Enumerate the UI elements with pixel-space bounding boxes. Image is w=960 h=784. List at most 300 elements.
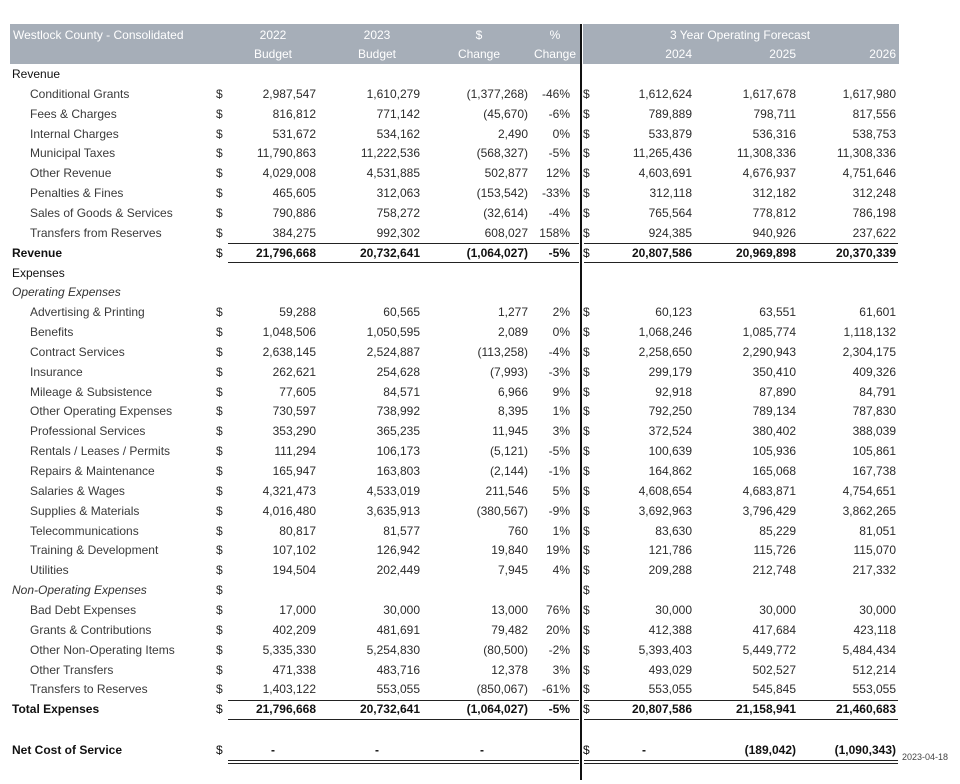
dollar-sign-budget: $ bbox=[216, 464, 223, 478]
cell-2024-forecast: 60,123 bbox=[655, 305, 692, 320]
cell-2022-budget: 816,812 bbox=[272, 106, 316, 121]
dollar-sign-forecast: $ bbox=[583, 583, 590, 598]
table-row bbox=[0, 640, 960, 660]
cell-2026-forecast: 312,248 bbox=[852, 186, 896, 201]
cell-2025-forecast: 502,527 bbox=[752, 662, 796, 677]
cell-2025-forecast: 87,890 bbox=[759, 384, 796, 399]
cell-pct-change: 1% bbox=[552, 523, 570, 538]
dollar-sign-forecast: $ bbox=[583, 186, 590, 201]
cell-pct-change: 3% bbox=[552, 424, 570, 439]
cell-2023-budget: 81,577 bbox=[383, 523, 420, 538]
cell-2024-forecast: 4,603,691 bbox=[638, 166, 692, 181]
cell-2023-budget: 553,055 bbox=[376, 682, 420, 697]
cell-2024-forecast: 92,918 bbox=[655, 384, 692, 399]
table-row bbox=[0, 679, 960, 699]
cell-2025-forecast: 20,969,898 bbox=[735, 245, 796, 260]
dollar-sign-forecast: $ bbox=[583, 245, 590, 260]
dollar-sign-budget: $ bbox=[216, 126, 223, 141]
table-row bbox=[0, 481, 960, 501]
cell-dollar-change: 8,395 bbox=[497, 404, 528, 419]
cell-pct-change: -9% bbox=[548, 503, 570, 518]
net-double-rule-1-forecast bbox=[584, 760, 898, 761]
dollar-sign-budget: $ bbox=[216, 523, 223, 538]
row-label: Transfers from Reserves bbox=[30, 225, 162, 240]
row-label: Expenses bbox=[12, 265, 65, 280]
cell-2024-forecast: 1,612,624 bbox=[638, 86, 692, 101]
dollar-sign-forecast: $ bbox=[583, 166, 590, 181]
cell-2024-forecast: 493,029 bbox=[648, 662, 692, 677]
dollar-sign-forecast: $ bbox=[583, 86, 590, 101]
table-row bbox=[0, 104, 960, 124]
subsection-row bbox=[0, 580, 960, 600]
cell-2024-forecast: 553,055 bbox=[648, 682, 692, 697]
cell-2024-forecast: 20,807,586 bbox=[631, 245, 692, 260]
cell-2023-budget: 4,533,019 bbox=[366, 483, 420, 498]
dollar-sign-forecast: $ bbox=[583, 563, 590, 578]
row-label: Bad Debt Expenses bbox=[30, 602, 137, 617]
cell-2023-budget: 20,732,641 bbox=[359, 702, 420, 717]
cell-2022-budget: 402,209 bbox=[272, 622, 316, 637]
table-row bbox=[0, 322, 960, 342]
cell-2023-budget: 2,524,887 bbox=[366, 344, 420, 359]
table-row bbox=[0, 203, 960, 223]
table-row bbox=[0, 223, 960, 243]
cell-2023-budget: 11,222,536 bbox=[360, 146, 420, 161]
row-label: Training & Development bbox=[30, 543, 159, 558]
dollar-sign-budget: $ bbox=[216, 186, 223, 201]
table-title: Westlock County - Consolidated bbox=[13, 28, 184, 42]
dollar-sign-forecast: $ bbox=[583, 543, 590, 558]
cell-dollar-change: (2,144) bbox=[489, 464, 528, 478]
table-row bbox=[0, 124, 960, 144]
row-label: Other Revenue bbox=[30, 166, 112, 181]
cell-2022-budget: 107,102 bbox=[272, 543, 316, 558]
cell-2026-forecast: 553,055 bbox=[852, 682, 896, 697]
dollar-sign-forecast: $ bbox=[583, 146, 590, 161]
row-label: Grants & Contributions bbox=[30, 622, 152, 637]
cell-pct-change: -61% bbox=[541, 682, 570, 697]
cell-2023-budget: 758,272 bbox=[376, 205, 420, 220]
row-label: Non-Operating Expenses bbox=[12, 583, 147, 598]
cell-2026-forecast: (1,090,343) bbox=[834, 743, 896, 757]
cell-pct-change: -33% bbox=[541, 186, 570, 201]
cell-2023-budget: 992,302 bbox=[376, 225, 420, 240]
dollar-sign-budget: $ bbox=[216, 622, 223, 637]
cell-2026-forecast: 817,556 bbox=[852, 106, 896, 121]
table-row bbox=[0, 421, 960, 441]
cell-2022-budget: 194,504 bbox=[272, 563, 316, 578]
cell-pct-change: 4% bbox=[552, 563, 570, 578]
date-stamp: 2023-04-18 bbox=[902, 752, 949, 762]
cell-pct-change: 9% bbox=[552, 384, 570, 399]
cell-2026-forecast: 5,484,434 bbox=[842, 642, 896, 657]
cell-2022-budget: 77,605 bbox=[279, 384, 316, 399]
dollar-sign-forecast: $ bbox=[583, 444, 590, 459]
cell-pct-change: -5% bbox=[548, 702, 570, 717]
dollar-sign-budget: $ bbox=[216, 305, 223, 320]
cell-2024-forecast: 209,288 bbox=[648, 563, 692, 578]
cell-pct-change: 1% bbox=[552, 404, 570, 419]
cell-2022-budget: 4,321,473 bbox=[262, 483, 316, 498]
dollar-sign-budget: $ bbox=[216, 543, 223, 558]
cell-pct-change: -1% bbox=[548, 464, 570, 478]
col-header-2023-year: 2023 bbox=[363, 28, 391, 42]
expense-total-top-rule-forecast bbox=[584, 700, 898, 701]
cell-2022-budget: 384,275 bbox=[272, 225, 316, 240]
cell-2022-budget: 4,016,480 bbox=[262, 503, 316, 518]
dollar-sign-budget: $ bbox=[216, 364, 223, 379]
cell-2022-budget: 465,605 bbox=[272, 186, 316, 201]
row-label: Sales of Goods & Services bbox=[30, 205, 173, 220]
row-label: Conditional Grants bbox=[30, 86, 130, 101]
cell-2025-forecast: 30,000 bbox=[759, 602, 796, 617]
cell-2022-budget: 165,947 bbox=[272, 464, 316, 478]
dollar-sign-budget: $ bbox=[216, 166, 223, 181]
row-label: Fees & Charges bbox=[30, 106, 117, 121]
dollar-sign-forecast: $ bbox=[583, 305, 590, 320]
dollar-sign-forecast: $ bbox=[583, 344, 590, 359]
cell-dollar-change: 7,945 bbox=[497, 563, 528, 578]
revenue-total-top-rule bbox=[228, 243, 579, 244]
cell-2024-forecast: 412,388 bbox=[648, 622, 692, 637]
cell-2025-forecast: 545,845 bbox=[752, 682, 796, 697]
cell-2023-budget: 60,565 bbox=[383, 305, 420, 320]
total-row bbox=[0, 243, 960, 263]
cell-dollar-change: - bbox=[480, 743, 484, 757]
table-row bbox=[0, 441, 960, 461]
cell-dollar-change: 19,840 bbox=[491, 543, 528, 558]
cell-2022-budget: 2,638,145 bbox=[262, 344, 316, 359]
row-label: Municipal Taxes bbox=[30, 146, 116, 161]
cell-dollar-change: (45,670) bbox=[483, 106, 528, 121]
cell-2025-forecast: 798,711 bbox=[753, 106, 796, 121]
dollar-sign-forecast: $ bbox=[583, 404, 590, 419]
cell-pct-change: 20% bbox=[545, 622, 570, 637]
dollar-sign-forecast: $ bbox=[583, 682, 590, 697]
cell-dollar-change: 211,546 bbox=[485, 483, 528, 498]
cell-2024-forecast: 20,807,586 bbox=[631, 702, 692, 717]
cell-2023-budget: - bbox=[375, 743, 379, 757]
cell-dollar-change: 502,877 bbox=[484, 166, 528, 181]
table-row bbox=[0, 183, 960, 203]
cell-2026-forecast: 30,000 bbox=[859, 602, 896, 617]
cell-2023-budget: 1,610,279 bbox=[366, 86, 420, 101]
cell-2025-forecast: 536,316 bbox=[752, 126, 796, 141]
cell-2026-forecast: 84,791 bbox=[859, 384, 896, 399]
cell-2022-budget: 4,029,008 bbox=[262, 166, 316, 181]
dollar-sign-forecast: $ bbox=[583, 642, 590, 657]
table-row bbox=[0, 560, 960, 580]
cell-dollar-change: (1,377,268) bbox=[466, 86, 528, 101]
col-header-change-symbol: $ bbox=[475, 28, 483, 42]
cell-pct-change: -4% bbox=[548, 344, 570, 359]
cell-2025-forecast: 3,796,429 bbox=[742, 503, 796, 518]
col-header-pct-label: Change bbox=[533, 47, 577, 61]
row-label: Advertising & Printing bbox=[30, 305, 145, 320]
dollar-sign-budget: $ bbox=[216, 404, 223, 419]
dollar-sign-budget: $ bbox=[216, 444, 223, 459]
row-label: Penalties & Fines bbox=[30, 186, 124, 201]
forecast-divider bbox=[580, 24, 582, 780]
row-label: Insurance bbox=[30, 364, 83, 379]
cell-2025-forecast: 2,290,943 bbox=[742, 344, 796, 359]
row-label: Repairs & Maintenance bbox=[30, 464, 155, 478]
cell-2026-forecast: 787,830 bbox=[852, 404, 896, 419]
row-label: Other Transfers bbox=[30, 662, 114, 677]
cell-2023-budget: 30,000 bbox=[383, 602, 420, 617]
cell-pct-change: -4% bbox=[548, 205, 570, 220]
cell-2026-forecast: 105,861 bbox=[852, 444, 896, 459]
cell-2023-budget: 84,571 bbox=[383, 384, 420, 399]
cell-2026-forecast: 11,308,336 bbox=[836, 146, 896, 161]
cell-2026-forecast: 217,332 bbox=[852, 563, 896, 578]
cell-dollar-change: (1,064,027) bbox=[466, 245, 528, 260]
cell-2025-forecast: 350,410 bbox=[752, 364, 796, 379]
cell-2025-forecast: 417,684 bbox=[752, 622, 796, 637]
dollar-sign-forecast: $ bbox=[583, 702, 590, 717]
cell-pct-change: 76% bbox=[545, 602, 570, 617]
row-label: Supplies & Materials bbox=[30, 503, 140, 518]
cell-2023-budget: 3,635,913 bbox=[366, 503, 420, 518]
dollar-sign-budget: $ bbox=[216, 602, 223, 617]
row-label: Net Cost of Service bbox=[12, 743, 123, 757]
subsection-row bbox=[0, 282, 960, 302]
table-row bbox=[0, 302, 960, 322]
cell-pct-change: 19% bbox=[545, 543, 570, 558]
cell-2026-forecast: 409,326 bbox=[852, 364, 896, 379]
dollar-sign-budget: $ bbox=[216, 205, 223, 220]
cell-2026-forecast: 20,370,339 bbox=[835, 245, 896, 260]
cell-2024-forecast: 792,250 bbox=[648, 404, 692, 419]
cell-pct-change: -6% bbox=[548, 106, 570, 121]
row-label: Telecommunications bbox=[30, 523, 139, 538]
dollar-sign-budget: $ bbox=[216, 86, 223, 101]
cell-dollar-change: 11,945 bbox=[492, 424, 528, 439]
cell-2025-forecast: 1,085,774 bbox=[742, 325, 796, 340]
net-double-rule-2 bbox=[228, 763, 579, 764]
cell-2026-forecast: 115,070 bbox=[853, 543, 896, 558]
expense-total-top-rule bbox=[228, 700, 579, 701]
dollar-sign-forecast: $ bbox=[583, 384, 590, 399]
cell-2022-budget: - bbox=[271, 743, 275, 757]
cell-2026-forecast: 21,460,683 bbox=[835, 702, 896, 717]
forecast-title: 3 Year Operating Forecast bbox=[669, 28, 811, 42]
col-header-2023-label: Budget bbox=[357, 47, 397, 61]
dollar-sign-budget: $ bbox=[216, 225, 223, 240]
table-row bbox=[0, 342, 960, 362]
cell-2023-budget: 738,992 bbox=[376, 404, 420, 419]
net-double-rule-1 bbox=[228, 760, 579, 761]
row-label: Rentals / Leases / Permits bbox=[30, 444, 171, 459]
cell-2025-forecast: 312,182 bbox=[752, 186, 796, 201]
cell-2023-budget: 534,162 bbox=[376, 126, 420, 141]
cell-dollar-change: 760 bbox=[507, 523, 528, 538]
cell-2022-budget: 111,294 bbox=[274, 444, 316, 459]
cell-2023-budget: 312,063 bbox=[376, 186, 420, 201]
cell-2026-forecast: 4,754,651 bbox=[842, 483, 896, 498]
cell-2025-forecast: 165,068 bbox=[752, 464, 796, 478]
dollar-sign-budget: $ bbox=[216, 642, 223, 657]
cell-2023-budget: 126,942 bbox=[376, 543, 420, 558]
cell-pct-change: -5% bbox=[548, 444, 570, 459]
cell-2022-budget: 80,817 bbox=[279, 523, 316, 538]
dollar-sign-forecast: $ bbox=[583, 424, 590, 439]
table-row bbox=[0, 660, 960, 680]
cell-2023-budget: 771,142 bbox=[376, 106, 420, 121]
cell-dollar-change: 1,277 bbox=[497, 305, 528, 320]
row-label: Other Operating Expenses bbox=[30, 404, 173, 419]
cell-dollar-change: 2,490 bbox=[497, 126, 528, 141]
table-row bbox=[0, 362, 960, 382]
cell-2025-forecast: 778,812 bbox=[752, 205, 796, 220]
row-label: Salaries & Wages bbox=[30, 483, 125, 498]
cell-2026-forecast: 2,304,175 bbox=[842, 344, 896, 359]
dollar-sign-forecast: $ bbox=[583, 106, 590, 121]
cell-dollar-change: (113,258) bbox=[477, 344, 528, 359]
row-label: Other Non-Operating Items bbox=[30, 642, 175, 657]
cell-2024-forecast: 83,630 bbox=[655, 523, 692, 538]
cell-2026-forecast: 237,622 bbox=[852, 225, 896, 240]
dollar-sign-budget: $ bbox=[216, 503, 223, 518]
row-label: Revenue bbox=[12, 67, 61, 81]
cell-2025-forecast: 4,676,937 bbox=[742, 166, 796, 181]
revenue-total-bottom-rule bbox=[228, 262, 579, 263]
row-label: Transfers to Reserves bbox=[30, 682, 148, 697]
table-row bbox=[0, 521, 960, 541]
cell-2023-budget: 202,449 bbox=[376, 563, 420, 578]
cell-2023-budget: 163,803 bbox=[376, 464, 420, 478]
expense-total-bottom-rule bbox=[228, 719, 579, 720]
cell-2024-forecast: 30,000 bbox=[655, 602, 692, 617]
dollar-sign-forecast: $ bbox=[583, 364, 590, 379]
dollar-sign-budget: $ bbox=[216, 483, 223, 498]
cell-2022-budget: 21,796,668 bbox=[255, 702, 316, 717]
cell-2025-forecast: 11,308,336 bbox=[736, 146, 796, 161]
row-label: Revenue bbox=[12, 245, 63, 260]
cell-2024-forecast: 4,608,654 bbox=[638, 483, 692, 498]
cell-2022-budget: 471,338 bbox=[272, 662, 316, 677]
cell-2023-budget: 481,691 bbox=[376, 622, 420, 637]
cell-2024-forecast: 11,265,436 bbox=[632, 146, 692, 161]
cell-2026-forecast: 3,862,265 bbox=[842, 503, 896, 518]
dollar-sign-forecast: $ bbox=[583, 464, 590, 478]
cell-2023-budget: 254,628 bbox=[376, 364, 420, 379]
cell-2022-budget: 262,621 bbox=[272, 364, 316, 379]
cell-2026-forecast: 1,617,980 bbox=[842, 86, 896, 101]
cell-2025-forecast: 63,551 bbox=[759, 305, 796, 320]
dollar-sign-budget: $ bbox=[216, 743, 223, 757]
cell-2024-forecast: 299,179 bbox=[648, 364, 692, 379]
cell-2024-forecast: 533,879 bbox=[648, 126, 692, 141]
cell-2024-forecast: 765,564 bbox=[648, 205, 692, 220]
dollar-sign-forecast: $ bbox=[583, 503, 590, 518]
table-row bbox=[0, 84, 960, 104]
revenue-total-bottom-rule-forecast bbox=[584, 262, 898, 263]
cell-2025-forecast: 789,134 bbox=[752, 404, 796, 419]
expense-total-bottom-rule-forecast bbox=[584, 719, 898, 720]
dollar-sign-forecast: $ bbox=[583, 743, 590, 757]
cell-2022-budget: 353,290 bbox=[272, 424, 316, 439]
cell-2025-forecast: 115,726 bbox=[753, 543, 796, 558]
cell-2026-forecast: 4,751,646 bbox=[842, 166, 896, 181]
cell-dollar-change: 6,966 bbox=[497, 384, 528, 399]
cell-2022-budget: 59,288 bbox=[279, 305, 316, 320]
cell-2026-forecast: 423,118 bbox=[853, 622, 896, 637]
cell-pct-change: 0% bbox=[552, 126, 570, 141]
cell-2026-forecast: 81,051 bbox=[859, 523, 896, 538]
cell-2026-forecast: 388,039 bbox=[852, 424, 896, 439]
cell-2023-budget: 5,254,830 bbox=[366, 642, 420, 657]
row-label: Contract Services bbox=[30, 344, 125, 359]
cell-dollar-change: (5,121) bbox=[489, 444, 528, 459]
cell-2023-budget: 483,716 bbox=[376, 662, 420, 677]
cell-dollar-change: 608,027 bbox=[484, 225, 528, 240]
cell-pct-change: 12% bbox=[545, 166, 570, 181]
table-row bbox=[0, 620, 960, 640]
cell-pct-change: -46% bbox=[541, 86, 570, 101]
cell-2025-forecast: 212,748 bbox=[752, 563, 796, 578]
table-row bbox=[0, 382, 960, 402]
dollar-sign-forecast: $ bbox=[583, 523, 590, 538]
row-label: Mileage & Subsistence bbox=[30, 384, 153, 399]
dollar-sign-forecast: $ bbox=[583, 602, 590, 617]
dollar-sign-budget: $ bbox=[216, 384, 223, 399]
row-label: Internal Charges bbox=[30, 126, 119, 141]
cell-2022-budget: 1,048,506 bbox=[262, 325, 316, 340]
cell-2023-budget: 1,050,595 bbox=[366, 325, 420, 340]
cell-dollar-change: (850,067) bbox=[476, 682, 528, 697]
dollar-sign-budget: $ bbox=[216, 682, 223, 697]
cell-pct-change: 2% bbox=[552, 305, 570, 320]
cell-2025-forecast: 105,936 bbox=[752, 444, 796, 459]
cell-2024-forecast: 924,385 bbox=[648, 225, 692, 240]
cell-pct-change: -5% bbox=[548, 146, 570, 161]
cell-2024-forecast: 1,068,246 bbox=[638, 325, 692, 340]
cell-pct-change: -3% bbox=[548, 364, 570, 379]
dollar-sign-budget: $ bbox=[216, 344, 223, 359]
cell-dollar-change: (153,542) bbox=[476, 186, 528, 201]
table-row bbox=[0, 461, 960, 481]
cell-dollar-change: 13,000 bbox=[491, 602, 528, 617]
cell-2022-budget: 2,987,547 bbox=[262, 86, 316, 101]
cell-dollar-change: (1,064,027) bbox=[466, 702, 528, 717]
cell-2024-forecast: 789,889 bbox=[648, 106, 692, 121]
cell-2022-budget: 17,000 bbox=[279, 602, 316, 617]
cell-2022-budget: 531,672 bbox=[272, 126, 316, 141]
cell-2025-forecast: (189,042) bbox=[744, 743, 796, 757]
cell-dollar-change: 79,482 bbox=[491, 622, 528, 637]
cell-pct-change: 0% bbox=[552, 325, 570, 340]
dollar-sign-budget: $ bbox=[216, 563, 223, 578]
dollar-sign-budget: $ bbox=[216, 106, 223, 121]
cell-2025-forecast: 85,229 bbox=[759, 523, 796, 538]
cell-2026-forecast: 1,118,132 bbox=[843, 325, 896, 340]
cell-2024-forecast: 5,393,403 bbox=[638, 642, 692, 657]
total-row bbox=[0, 699, 960, 719]
dollar-sign-forecast: $ bbox=[583, 325, 590, 340]
net-double-rule-2-forecast bbox=[584, 763, 898, 764]
dollar-sign-forecast: $ bbox=[583, 126, 590, 141]
cell-pct-change: 5% bbox=[552, 483, 570, 498]
table-row bbox=[0, 401, 960, 421]
cell-2023-budget: 106,173 bbox=[376, 444, 420, 459]
cell-2025-forecast: 940,926 bbox=[752, 225, 796, 240]
dollar-sign-budget: $ bbox=[216, 702, 223, 717]
cell-2026-forecast: 167,738 bbox=[852, 464, 896, 478]
row-label: Operating Expenses bbox=[12, 285, 121, 300]
col-header-change-label: Change bbox=[457, 47, 501, 61]
col-header-2022-label: Budget bbox=[253, 47, 293, 61]
